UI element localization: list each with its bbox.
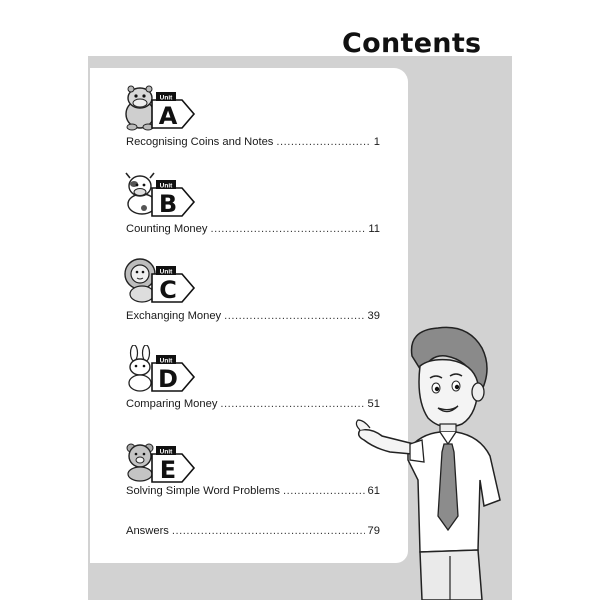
toc-entry-title: Comparing Money (126, 398, 218, 410)
hippo-icon (126, 86, 154, 130)
unit-c-tag: Unit (159, 268, 173, 276)
leader-dots (172, 525, 365, 537)
unit-e-badge (122, 436, 198, 486)
leader-dots (276, 136, 370, 148)
toc-entry-page: 1 (373, 136, 380, 148)
unit-e-tag: Unit (159, 448, 173, 456)
unit-c-badge (122, 256, 198, 306)
toc-entry-title: Answers (126, 525, 169, 537)
boy-illustration (350, 320, 510, 600)
unit-d-badge (122, 345, 198, 395)
page-title: Contents (342, 28, 482, 59)
unit-b-badge (122, 170, 198, 220)
toc-entry-title: Counting Money (126, 223, 208, 235)
toc-entry-title: Solving Simple Word Problems (126, 485, 280, 497)
toc-entry-unit-b[interactable] (126, 223, 380, 235)
unit-b-letter: B (158, 190, 178, 218)
toc-entry-page: 79 (367, 525, 380, 537)
bear-icon (127, 444, 153, 481)
unit-a-tag: Unit (159, 94, 173, 102)
toc-entry-page: 61 (367, 485, 380, 497)
toc-entry-answers[interactable] (126, 525, 380, 537)
unit-d-letter: D (158, 365, 178, 393)
toc-entry-unit-e[interactable] (126, 485, 380, 497)
rabbit-icon (129, 345, 151, 391)
leader-dots (224, 310, 364, 322)
unit-d-tag: Unit (159, 357, 173, 365)
toc-entry-unit-a[interactable] (126, 136, 380, 148)
toc-entry-title: Recognising Coins and Notes (126, 136, 274, 148)
unit-b-tag: Unit (159, 182, 173, 190)
unit-a-badge (122, 82, 198, 132)
unit-a-letter: A (158, 102, 178, 130)
leader-dots (210, 223, 365, 235)
toc-entry-page: 39 (367, 310, 380, 322)
toc-entry-unit-d[interactable] (126, 398, 380, 410)
toc-entry-title: Exchanging Money (126, 310, 222, 322)
toc-entry-page: 11 (368, 223, 380, 235)
unit-c-letter: C (159, 276, 177, 304)
toc-entry-unit-c[interactable] (126, 310, 380, 322)
toc-entry-page: 51 (367, 398, 380, 410)
lion-icon (125, 259, 155, 302)
leader-dots (220, 398, 364, 410)
unit-e-letter: E (159, 456, 177, 484)
